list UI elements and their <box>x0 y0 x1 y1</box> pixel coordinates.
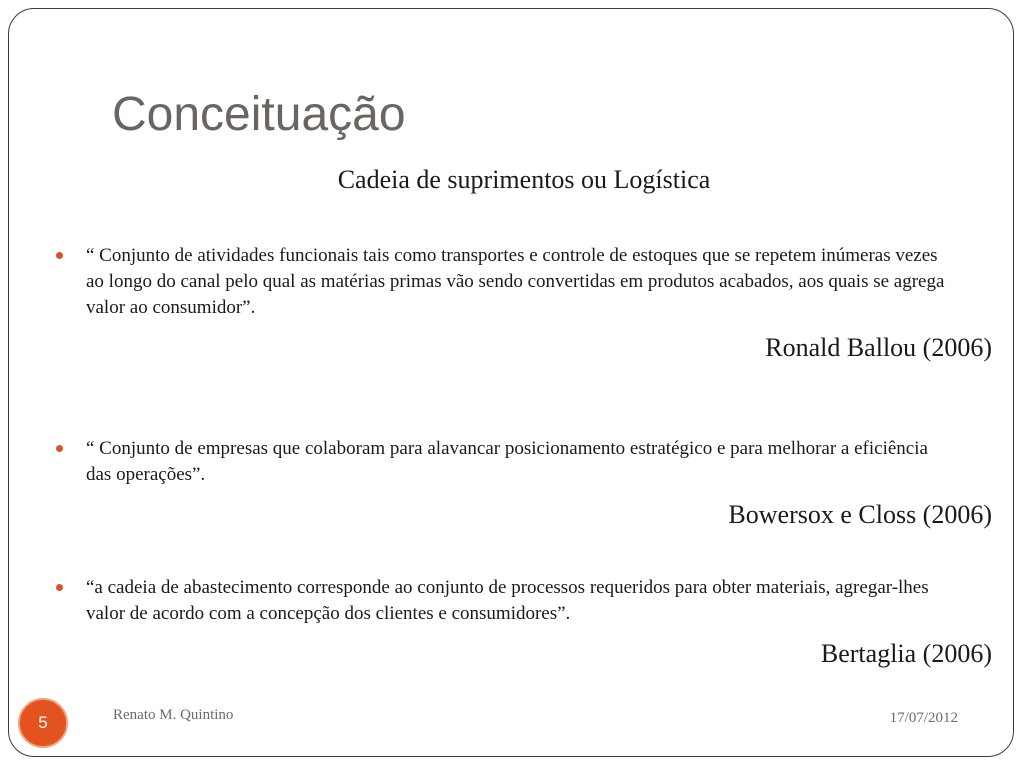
quote-author: Bowersox e Closs (2006) <box>728 500 992 529</box>
bullet-dot-icon <box>56 252 63 259</box>
quote-item <box>56 243 956 321</box>
quote-item <box>56 575 956 627</box>
quote-text: “a cadeia de abastecimento corresponde ao conjunto de processos requeridos para obter materiais, agregar-lhes valor de acordo com a concepção dos clientes e consumidores”. <box>86 577 929 624</box>
footer-presenter: Renato M. Quintino <box>113 707 234 723</box>
footer-date: 17/07/2012 <box>889 710 958 726</box>
quote-author: Ronald Ballou (2006) <box>765 333 992 362</box>
quote-text: “ Conjunto de empresas que colaboram para alavancar posicionamento estratégico e para melhorar a eficiência das operações”. <box>86 438 928 485</box>
slide-title: Conceituação <box>112 88 406 141</box>
page-number-badge: 5 <box>18 698 68 748</box>
quote-author: Bertaglia (2006) <box>820 639 992 668</box>
quote-text: “ Conjunto de atividades funcionais tais como transportes e controle de estoques que se repetem inúmeras vezes ao longo do canal pelo qual as matérias primas vão sendo convertidas em produtos acabados, aos quais se agrega valor ao consumidor”. <box>86 245 945 318</box>
bullet-dot-icon <box>56 445 63 452</box>
slide-subtitle: Cadeia de suprimentos ou Logística <box>337 165 711 194</box>
bullet-dot-icon <box>56 584 63 591</box>
quote-item <box>56 436 956 488</box>
